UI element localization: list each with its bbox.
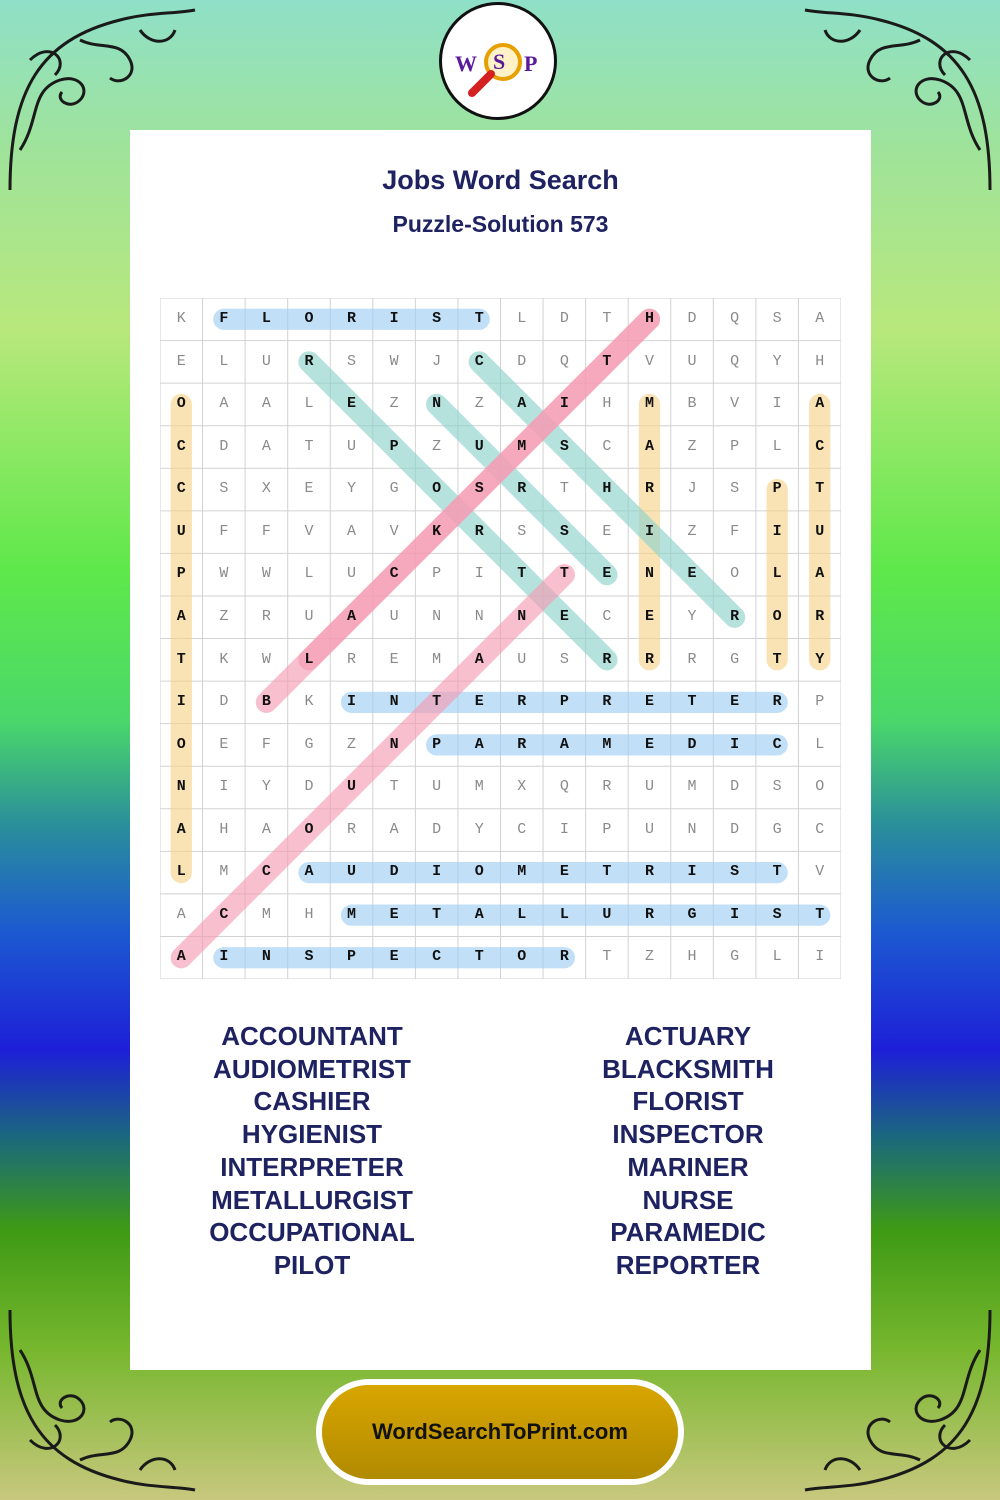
grid-cell[interactable]: S [772,778,782,796]
grid-cell[interactable]: L [219,352,229,370]
grid-cell[interactable]: O [176,735,186,753]
grid-cell[interactable]: P [347,948,357,966]
grid-cell[interactable]: C [219,905,229,923]
grid-cell[interactable]: I [730,905,740,923]
grid-cell[interactable]: D [389,863,399,881]
grid-cell[interactable]: A [644,437,654,455]
grid-cell[interactable]: A [219,395,229,413]
grid-cell[interactable]: R [602,693,612,711]
grid-cell[interactable]: L [772,948,782,966]
grid-cell[interactable]: R [517,480,527,498]
grid-cell[interactable]: Z [389,395,399,413]
grid-cell[interactable]: T [602,948,612,966]
grid-cell[interactable]: S [347,352,357,370]
grid-cell[interactable]: E [730,693,740,711]
logo-letter-w: W [455,51,477,76]
grid-cell[interactable]: A [261,395,271,413]
grid-cell[interactable]: T [389,778,399,796]
grid-cell[interactable]: P [602,820,612,838]
grid-cell[interactable]: I [687,863,697,881]
grid-cell[interactable]: D [304,778,314,796]
grid-cell[interactable]: Z [432,437,442,455]
grid-cell[interactable]: A [517,395,527,413]
grid-cell[interactable]: R [644,863,654,881]
grid-cell[interactable]: L [772,565,782,583]
grid-cell[interactable]: T [687,693,697,711]
grid-cell[interactable]: L [304,650,314,668]
grid-cell[interactable]: L [517,905,527,923]
grid-cell[interactable]: N [432,395,442,413]
grid-cell[interactable]: A [389,820,399,838]
grid-cell[interactable]: Y [815,650,825,668]
grid-cell[interactable]: A [559,735,569,753]
grid-cell[interactable]: K [432,522,442,540]
grid-cell[interactable]: E [602,522,612,540]
grid-cell[interactable]: U [644,820,654,838]
grid-cell[interactable]: G [389,480,399,498]
grid-cell[interactable]: Z [219,607,229,625]
grid-cell[interactable]: N [389,693,399,711]
grid-cell[interactable]: Q [559,352,569,370]
grid-cell[interactable]: L [517,310,527,327]
grid-cell[interactable]: U [432,778,442,796]
grid-cell[interactable]: J [432,352,442,370]
grid-cell[interactable]: A [261,437,271,455]
word-list-left [127,1020,497,1282]
grid-cell[interactable]: L [559,905,569,923]
grid-cell[interactable]: C [772,735,782,753]
grid-cell[interactable]: U [815,522,825,540]
grid-cell[interactable]: U [474,437,484,455]
grid-cell[interactable]: S [559,437,569,455]
grid-cell[interactable]: S [730,863,740,881]
grid-cell[interactable]: Z [474,395,484,413]
grid-cell[interactable]: I [389,310,399,327]
grid-cell[interactable]: I [772,522,782,540]
grid-cell[interactable]: X [261,480,271,498]
grid-cell[interactable]: J [687,480,697,498]
grid-cell[interactable]: P [389,437,399,455]
grid-cell[interactable]: T [432,905,442,923]
grid-cell[interactable]: E [219,735,229,753]
grid-cell[interactable]: K [176,310,186,327]
grid-cell[interactable]: T [474,948,484,966]
grid-cell[interactable]: W [219,565,229,583]
grid-cell[interactable]: E [644,693,654,711]
grid-cell[interactable]: C [815,437,825,455]
grid-cell[interactable]: W [389,352,399,370]
grid-cell[interactable]: D [730,778,740,796]
grid-cell[interactable]: M [261,905,271,923]
grid-cell[interactable]: N [261,948,271,966]
grid-cell[interactable]: C [474,352,484,370]
grid-cell[interactable]: D [559,310,569,327]
grid-cell[interactable]: H [644,310,654,327]
word-list-item: HYGIENIST [241,1119,383,1150]
grid-cell[interactable]: R [602,778,612,796]
grid-cell[interactable]: R [644,905,654,923]
grid-cell[interactable]: L [815,735,825,753]
grid-cell[interactable]: T [559,480,569,498]
grid-cell[interactable]: N [644,565,654,583]
grid-cell[interactable]: Y [474,820,484,838]
puzzle-title: Jobs Word Search [382,165,619,195]
grid-cell[interactable]: B [261,693,271,711]
grid-cell[interactable]: T [602,352,612,370]
grid-cell[interactable]: Q [730,352,740,370]
logo-letter-s: S [493,49,506,74]
grid-cell[interactable]: H [304,905,314,923]
grid-cell[interactable]: S [432,310,442,327]
grid-cell[interactable]: H [602,480,612,498]
grid-cell[interactable]: G [304,735,314,753]
grid-cell[interactable]: Y [261,778,271,796]
grid-cell[interactable]: N [389,735,399,753]
grid-cell[interactable]: Y [687,607,697,625]
grid-cell[interactable]: M [687,778,697,796]
grid-cell[interactable]: E [389,905,399,923]
grid-cell[interactable]: R [517,693,527,711]
grid-cell[interactable]: M [644,395,654,413]
grid-cell[interactable]: O [176,395,186,413]
grid-cell[interactable]: S [772,905,782,923]
grid-cell[interactable]: T [517,565,527,583]
grid-cell[interactable]: F [219,310,229,327]
grid-cell[interactable]: P [176,565,186,583]
grid-cell[interactable]: P [730,437,740,455]
grid-cell[interactable]: U [304,607,314,625]
grid-cell[interactable]: T [602,863,612,881]
grid-cell[interactable]: R [261,607,271,625]
grid-cell[interactable]: I [219,948,229,966]
grid-cell[interactable]: U [602,905,612,923]
grid-cell[interactable]: I [644,522,654,540]
grid-cell[interactable]: P [815,693,825,711]
grid-cell[interactable]: I [559,395,569,413]
grid-cell[interactable]: T [772,650,782,668]
grid-cell[interactable]: Y [347,480,357,498]
grid-cell[interactable]: I [730,735,740,753]
grid-cell[interactable]: U [176,522,186,540]
grid-cell[interactable]: K [219,650,229,668]
grid-cell[interactable]: M [602,735,612,753]
grid-cell[interactable]: U [347,778,357,796]
word-list-item: CASHIER [253,1086,371,1117]
grid-cell[interactable]: R [347,820,357,838]
grid-cell[interactable]: T [815,480,825,498]
grid-cell[interactable]: E [304,480,314,498]
word-list-item: REPORTER [615,1249,761,1280]
grid-cell[interactable]: C [432,948,442,966]
grid-cell[interactable]: V [304,522,314,540]
grid-cell[interactable]: G [772,820,782,838]
word-list-item: OCCUPATIONAL [209,1217,415,1248]
grid-cell[interactable]: C [176,437,186,455]
grid-cell[interactable]: C [261,863,271,881]
word-list-item: BLACKSMITH [602,1053,774,1084]
grid-cell[interactable]: E [389,948,399,966]
grid-cell[interactable]: R [474,522,484,540]
grid-cell[interactable]: E [559,607,569,625]
grid-cell[interactable]: Z [644,948,654,966]
grid-cell[interactable]: D [219,437,229,455]
grid-cell[interactable]: W [261,650,271,668]
grid-cell[interactable]: K [304,693,314,711]
grid-cell[interactable]: M [347,905,357,923]
grid-cell[interactable]: C [815,820,825,838]
grid-cell[interactable]: A [261,820,271,838]
grid-cell[interactable]: C [517,820,527,838]
word-list-item: NURSE [642,1184,734,1215]
grid-cell[interactable]: I [815,948,825,966]
grid-cell[interactable]: A [304,863,314,881]
grid-cell[interactable]: F [261,522,271,540]
grid-cell[interactable]: Z [687,522,697,540]
grid-cell[interactable]: L [304,395,314,413]
grid-cell[interactable]: P [772,480,782,498]
grid-cell[interactable]: Q [730,310,740,327]
grid-cell[interactable]: T [559,565,569,583]
grid-cell[interactable]: W [261,565,271,583]
grid-cell[interactable]: E [176,352,186,370]
grid-cell[interactable]: A [176,905,186,923]
grid-cell[interactable]: E [474,693,484,711]
grid-cell[interactable]: D [687,735,697,753]
grid-cell[interactable]: U [347,437,357,455]
grid-cell[interactable]: A [176,948,186,966]
grid-cell[interactable]: A [474,650,484,668]
grid-cell[interactable]: S [304,948,314,966]
word-search-grid[interactable] [160,298,841,979]
grid-cell[interactable]: D [517,352,527,370]
grid-cell[interactable]: U [389,607,399,625]
word-list-item: ACTUARY [624,1021,752,1051]
grid-cell[interactable]: I [559,820,569,838]
grid-cell[interactable]: S [517,522,527,540]
word-list-item: INSPECTOR [612,1119,764,1150]
grid-cell[interactable]: S [559,522,569,540]
grid-cell[interactable]: G [730,650,740,668]
wsp-logo[interactable] [439,2,557,120]
grid-cell[interactable]: P [432,735,442,753]
grid-cell[interactable]: O [815,778,825,796]
grid-cell[interactable]: A [474,735,484,753]
word-list-item: INTERPRETER [220,1151,404,1182]
grid-cell[interactable]: I [772,395,782,413]
grid-cell[interactable]: S [219,480,229,498]
grid-cell[interactable]: A [176,607,186,625]
grid-cell[interactable]: P [559,693,569,711]
grid-cell[interactable]: O [730,565,740,583]
grid-cell[interactable]: S [730,480,740,498]
grid-cell[interactable]: F [219,522,229,540]
grid-cell[interactable]: G [687,905,697,923]
grid-cell[interactable]: R [347,310,357,327]
grid-cell[interactable]: N [432,607,442,625]
grid-cell[interactable]: O [517,948,527,966]
grid-cell[interactable]: R [772,693,782,711]
grid-cell[interactable]: R [644,650,654,668]
grid-cell[interactable]: U [644,778,654,796]
grid-cell[interactable]: R [687,650,697,668]
grid-cell[interactable]: R [347,650,357,668]
grid-cell[interactable]: F [261,735,271,753]
grid-cell[interactable]: E [602,565,612,583]
word-list-item: AUDIOMETRIST [213,1053,411,1084]
grid-cell[interactable]: R [730,607,740,625]
grid-cell[interactable]: L [772,437,782,455]
puzzle-subtitle: Puzzle-Solution 573 [392,211,609,237]
grid-cell[interactable]: M [474,778,484,796]
grid-cell[interactable]: M [517,437,527,455]
grid-cell[interactable]: D [432,820,442,838]
grid-cell[interactable]: X [517,778,527,796]
grid-cell[interactable]: R [304,352,314,370]
grid-cell[interactable]: S [474,480,484,498]
grid-cell[interactable]: O [772,607,782,625]
grid-cell[interactable]: E [559,863,569,881]
grid-cell[interactable]: U [261,352,271,370]
grid-cell[interactable]: O [432,480,442,498]
grid-cell[interactable]: M [219,863,229,881]
grid-cell[interactable]: M [517,863,527,881]
grid-cell[interactable]: E [644,607,654,625]
grid-cell[interactable]: T [176,650,186,668]
grid-cell[interactable]: T [432,693,442,711]
grid-cell[interactable]: N [474,607,484,625]
grid-cell[interactable]: T [474,310,484,327]
grid-cell[interactable]: I [176,693,186,711]
grid-cell[interactable]: I [219,778,229,796]
grid-cell[interactable]: B [687,395,697,413]
grid-cell[interactable]: C [602,437,612,455]
grid-cell[interactable]: U [687,352,697,370]
grid-cell[interactable]: T [815,905,825,923]
grid-cell[interactable]: H [815,352,825,370]
grid-cell[interactable]: T [602,310,612,327]
grid-cell[interactable]: R [602,650,612,668]
grid-cell[interactable]: U [347,863,357,881]
grid-cell[interactable]: N [517,607,527,625]
word-list-item: METALLURGIST [211,1184,413,1215]
grid-cell[interactable]: V [730,395,740,413]
grid-cell[interactable]: O [304,820,314,838]
grid-cell[interactable]: N [176,778,186,796]
grid-cell[interactable]: E [687,565,697,583]
word-list-right [503,1020,873,1282]
grid-cell[interactable]: U [517,650,527,668]
logo-letter-p: P [524,51,538,76]
grid-cell[interactable]: S [772,310,782,327]
grid-cell[interactable]: C [176,480,186,498]
word-list-item: PARAMEDIC [610,1217,766,1248]
grid-cell[interactable]: A [347,607,357,625]
grid-cell[interactable]: D [687,310,697,327]
grid-cell[interactable]: Z [347,735,357,753]
grid-cell[interactable]: H [602,395,612,413]
grid-cell[interactable]: V [644,352,654,370]
grid-cell[interactable]: N [687,820,697,838]
grid-cell[interactable]: O [304,310,314,327]
grid-cell[interactable]: Z [687,437,697,455]
grid-cell[interactable]: Y [772,352,782,370]
grid-cell[interactable]: C [602,607,612,625]
grid-cell[interactable]: M [432,650,442,668]
grid-cell[interactable]: R [559,948,569,966]
grid-cell[interactable]: H [687,948,697,966]
grid-cell[interactable]: A [347,522,357,540]
grid-cell[interactable]: H [219,820,229,838]
grid-cell[interactable]: L [304,565,314,583]
grid-cell[interactable]: F [730,522,740,540]
grid-cell[interactable]: R [815,607,825,625]
grid-cell[interactable]: E [644,735,654,753]
grid-cell[interactable]: A [474,905,484,923]
grid-cell[interactable]: E [347,395,357,413]
grid-cell[interactable]: I [474,565,484,583]
grid-cell[interactable]: V [815,863,825,881]
grid-cell[interactable]: C [389,565,399,583]
grid-cell[interactable]: R [517,735,527,753]
grid-cell[interactable]: I [432,863,442,881]
grid-cell[interactable]: A [815,395,825,413]
grid-cell[interactable]: D [219,693,229,711]
grid-cell[interactable]: L [261,310,271,327]
grid-cell[interactable]: Q [559,778,569,796]
grid-cell[interactable]: I [347,693,357,711]
word-list-item: ACCOUNTANT [221,1021,403,1051]
grid-cell[interactable]: D [730,820,740,838]
grid-cell[interactable]: G [730,948,740,966]
grid-cell[interactable]: S [559,650,569,668]
word-list-item: PILOT [273,1249,351,1280]
grid-cell[interactable]: A [176,820,186,838]
grid-cell[interactable]: U [347,565,357,583]
grid-cell[interactable]: R [644,480,654,498]
grid-cell[interactable]: L [176,863,186,881]
grid-cell[interactable]: P [432,565,442,583]
grid-cell[interactable]: V [389,522,399,540]
grid-cell[interactable]: T [304,437,314,455]
grid-cell[interactable]: E [389,650,399,668]
grid-cell[interactable]: A [815,310,825,327]
grid-cell[interactable]: A [815,565,825,583]
word-list-item: MARINER [627,1151,749,1182]
grid-cell[interactable]: T [772,863,782,881]
site-link-button[interactable]: WordSearchToPrint.com [322,1385,678,1479]
puzzle-card [130,130,871,1370]
grid-cell[interactable]: O [474,863,484,881]
word-list-item: FLORIST [632,1086,744,1117]
